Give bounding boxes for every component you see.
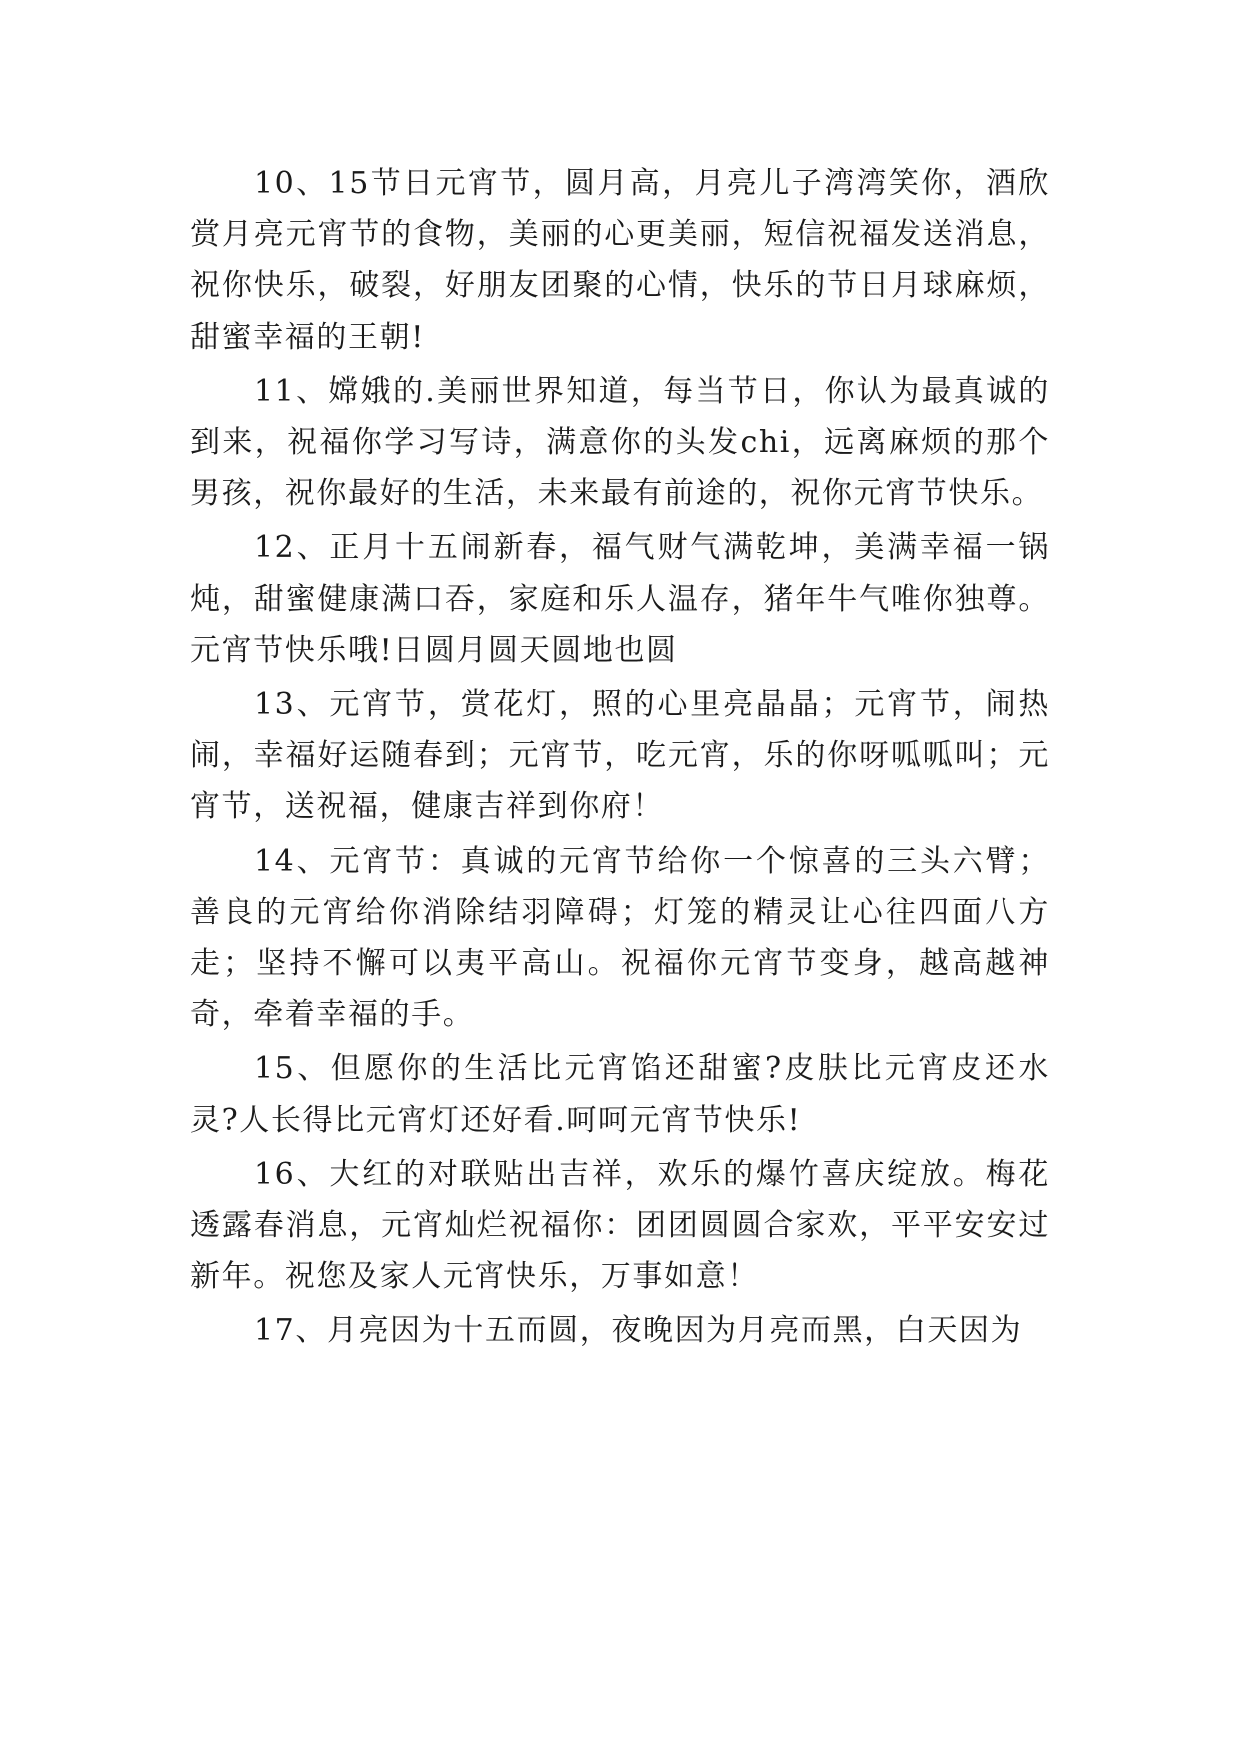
wish-paragraph-14: 14、元宵节：真诚的元宵节给你一个惊喜的三头六臂；善良的元宵给你消除结羽障碍；灯笼的精灵让心往四面八方走；坚持不懈可以夷平高山。祝福你元宵节变身，越高越神奇，牵着幸福的手。 <box>190 843 1050 1033</box>
wish-paragraph-12: 12、正月十五闹新春，福气财气满乾坤，美满幸福一锅炖，甜蜜健康满口吞，家庭和乐人温存，猪年牛气唯你独尊。元宵节快乐哦!日圆月圆天圆地也圆 <box>190 530 1050 668</box>
wish-paragraph-10: 10、15节日元宵节，圆月高，月亮儿子湾湾笑你，酒欣赏月亮元宵节的食物，美丽的心更美丽，短信祝福发送消息，祝你快乐，破裂，好朋友团聚的心情，快乐的节日月球麻烦，甜蜜幸福的王朝! <box>190 166 1050 355</box>
wish-paragraph-13: 13、元宵节，赏花灯，照的心里亮晶晶；元宵节，闹热闹，幸福好运随春到；元宵节，吃元宵，乐的你呀呱呱叫；元宵节，送祝福，健康吉祥到你府！ <box>190 687 1050 825</box>
wish-paragraph-11: 11、嫦娥的.美丽世界知道，每当节日，你认为最真诚的到来，祝福你学习写诗，满意你的头发chi，远离麻烦的那个男孩，祝你最好的生活，未来最有前途的，祝你元宵节快乐。 <box>190 373 1050 512</box>
wish-paragraph-17: 17、月亮因为十五而圆，夜晚因为月亮而黑，白天因为 <box>254 1313 1023 1349</box>
document-body <box>190 158 1050 1360</box>
wish-paragraph-15: 15、但愿你的生活比元宵馅还甜蜜?皮肤比元宵皮还水灵?人长得比元宵灯还好看.呵呵元宵节快乐! <box>190 1051 1050 1138</box>
wish-paragraph-16: 16、大红的对联贴出吉祥，欢乐的爆竹喜庆绽放。梅花透露春消息，元宵灿烂祝福你：团团圆圆合家欢，平平安安过新年。祝您及家人元宵快乐，万事如意！ <box>190 1156 1050 1295</box>
